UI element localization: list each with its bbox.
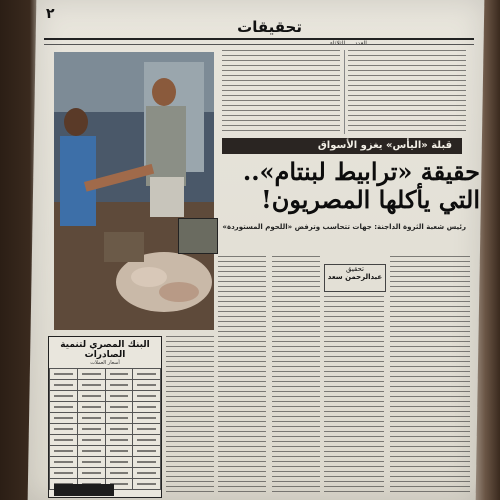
rates-cell (77, 413, 105, 424)
article-headline: حقيقة «ترابيط لبنتام».. التي يأكلها المصريون! (242, 157, 480, 214)
rates-cell (105, 380, 133, 391)
rates-cell (105, 402, 133, 413)
rates-row (50, 380, 161, 391)
text-column-1 (166, 336, 214, 494)
rates-cell (50, 424, 78, 435)
rates-cell (50, 468, 78, 479)
page-number: ٢ (46, 6, 55, 22)
rates-row (50, 424, 161, 435)
rates-cell (50, 413, 78, 424)
header-rule (44, 38, 474, 40)
rates-cell (77, 468, 105, 479)
section-title: تحقيقات (237, 18, 302, 36)
byline-name: عبدالرحمن سعد (327, 273, 383, 281)
rates-cell (105, 446, 133, 457)
rates-cell (50, 391, 78, 402)
currency-rates-box (48, 336, 162, 498)
rates-row (50, 402, 161, 413)
rates-cell (105, 413, 133, 424)
rates-row (50, 413, 161, 424)
rates-cell (105, 391, 133, 402)
header-rule-thin (44, 44, 474, 45)
text-column-4 (324, 296, 384, 494)
rates-cell (50, 380, 78, 391)
rates-table (49, 368, 161, 490)
rates-cell (105, 424, 133, 435)
rates-cell (50, 369, 78, 380)
rates-cell (77, 380, 105, 391)
rates-cell (133, 369, 161, 380)
rates-cell (77, 446, 105, 457)
rates-cell (133, 413, 161, 424)
rates-row (50, 468, 161, 479)
rates-cell (133, 402, 161, 413)
rates-cell (105, 369, 133, 380)
rates-cell (105, 457, 133, 468)
rates-cell (77, 391, 105, 402)
bottom-ad-strip (54, 484, 114, 496)
article-kicker: قبلة «اليأس» يغزو الأسواق (222, 138, 462, 154)
rates-cell (50, 446, 78, 457)
article-photo (54, 52, 214, 330)
text-column-5 (390, 256, 470, 494)
text-column-top-left (222, 50, 340, 134)
text-column-3 (272, 256, 320, 494)
rates-cell (133, 424, 161, 435)
rates-cell (105, 435, 133, 446)
rates-cell (133, 380, 161, 391)
inset-photo (178, 218, 218, 254)
rates-cell (133, 457, 161, 468)
rates-cell (133, 391, 161, 402)
rates-subtitle: أسعار العملات (90, 360, 120, 366)
column-rule (344, 50, 345, 134)
rates-cell (133, 446, 161, 457)
rates-cell (77, 435, 105, 446)
byline-label: تحقيق (346, 265, 364, 273)
rates-title: البنك المصري لتنمية الصادرات (60, 340, 150, 360)
rates-row (50, 457, 161, 468)
rates-cell (50, 457, 78, 468)
rates-row (50, 369, 161, 380)
rates-cell (133, 479, 161, 490)
rates-cell (50, 435, 78, 446)
rates-row (50, 446, 161, 457)
text-column-top-right (348, 50, 466, 134)
text-column-2 (218, 256, 266, 494)
rates-cell (50, 402, 78, 413)
byline-box (324, 264, 386, 292)
article-subhead: رئيس شعبة الثروة الداجنة: جهات تتحاسب وترفض «اللحوم المستوردة» (222, 223, 466, 231)
rates-row (50, 435, 161, 446)
rates-cell (133, 435, 161, 446)
rates-cell (77, 402, 105, 413)
rates-cell (133, 468, 161, 479)
rates-row (50, 391, 161, 402)
rates-cell (77, 457, 105, 468)
rates-cell (77, 369, 105, 380)
rates-cell (105, 468, 133, 479)
rates-cell (77, 424, 105, 435)
